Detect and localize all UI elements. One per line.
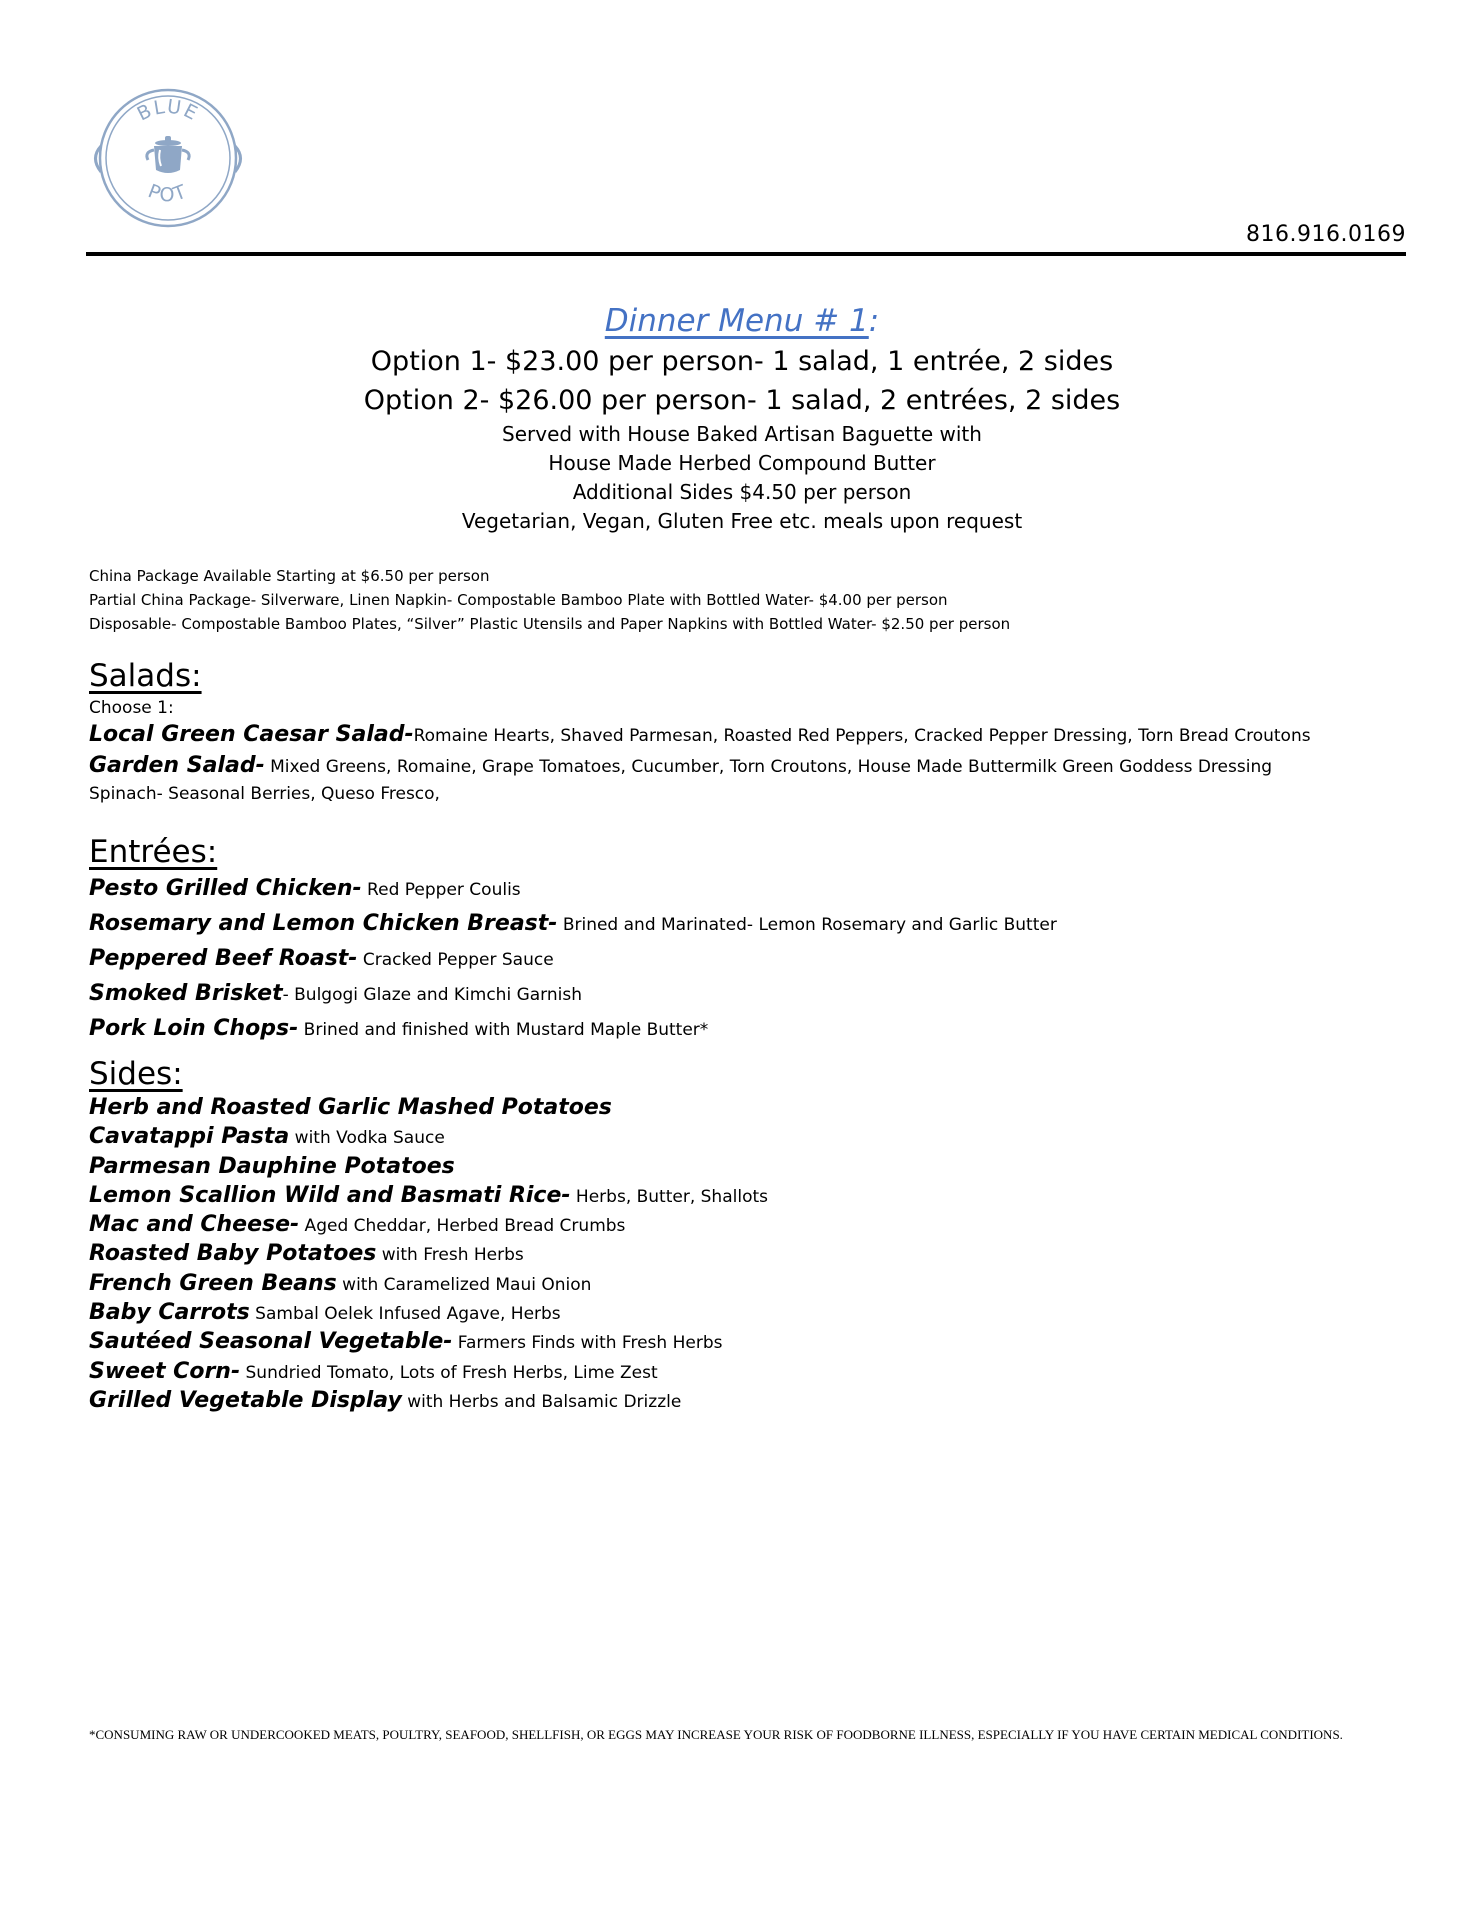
side-item [89,1358,768,1387]
sides-heading: Sides: [89,1056,183,1092]
pot-icon [88,86,248,232]
side-item [89,1299,768,1328]
entree-desc: - Bulgogi Glaze and Kimchi Garnish [282,985,582,1005]
entree-name: Smoked Brisket [89,981,283,1006]
entree-desc: Red Pepper Coulis [361,880,521,900]
side-name: Mac and Cheese- [89,1212,300,1238]
salad-name: Garden Salad- [89,753,265,778]
side-name: Sautéed Seasonal Vegetable- [89,1329,453,1355]
side-item [89,1270,768,1299]
side-item [89,1211,768,1240]
salads-section [89,656,1311,806]
entree-item [89,872,1057,907]
side-desc: with Fresh Herbs [376,1245,524,1266]
entree-name: Pork Loin Chops- [89,1016,299,1041]
svg-text:POT [145,180,191,206]
side-desc: Sundried Tomato, Lots of Fresh Herbs, Lime Zest [240,1362,658,1383]
entree-name: Rosemary and Lemon Chicken Breast- [89,911,558,936]
side-desc: with Herbs and Balsamic Drizzle [401,1391,682,1412]
entrees-section [89,832,1057,1047]
china-packages [89,564,1010,636]
entree-desc: Brined and Marinated- Lemon Rosemary and Garlic Butter [557,915,1057,935]
entree-item [89,977,1057,1012]
side-item [89,1387,768,1416]
salads-heading: Salads: [89,658,202,694]
served-line: Vegetarian, Vegan, Gluten Free etc. meals upon request [461,509,1023,533]
side-name: Cavatappi Pasta [89,1124,290,1150]
side-desc: with Vodka Sauce [289,1128,445,1149]
side-item [89,1240,768,1269]
side-item [89,1094,768,1123]
side-name: Baby Carrots [89,1300,250,1326]
entree-item [89,1012,1057,1047]
side-name: Grilled Vegetable Display [89,1387,402,1413]
side-name: Lemon Scallion Wild and Basmati Rice- [89,1182,571,1208]
side-name: Parmesan Dauphine Potatoes [89,1153,455,1179]
package-line: Partial China Package- Silverware, Linen Napkin- Compostable Bamboo Plate with Bottled Water- $4.00 per person [89,591,948,609]
option-2: Option 2- $26.00 per person- 1 salad, 2 entrées, 2 sides [363,385,1121,416]
entrees-heading: Entrées: [89,834,218,870]
entree-name: Pesto Grilled Chicken- [89,876,362,901]
served-line: Served with House Baked Artisan Baguette with [502,422,982,446]
phone-number: 816.916.0169 [1246,222,1406,247]
logo-text-top: BLUE [133,95,203,126]
option-1: Option 1- $23.00 per person- 1 salad, 1 entrée, 2 sides [370,346,1114,377]
served-line: House Made Herbed Compound Butter [548,451,936,475]
salad-item [89,751,1311,782]
blue-pot-logo [88,86,248,232]
side-item [89,1123,768,1152]
entree-desc: Brined and finished with Mustard Maple Butter* [298,1020,709,1040]
entree-name: Peppered Beef Roast- [89,946,358,971]
menu-header [0,300,1484,536]
menu-title [0,300,1484,342]
entree-item [89,942,1057,977]
side-item [89,1182,768,1211]
side-desc: Sambal Oelek Infused Agave, Herbs [249,1304,561,1325]
side-name: Sweet Corn- [89,1358,241,1384]
menu-title-colon: : [868,303,880,339]
menu-title-text: Dinner Menu # 1 [604,303,869,339]
side-name: Herb and Roasted Garlic Mashed Potatoes [89,1095,612,1120]
logo-text-bottom: POT [144,180,192,207]
header-divider [86,252,1406,256]
side-desc: with Caramelized Maui Onion [336,1274,592,1295]
salad-desc: Romaine Hearts, Shaved Parmesan, Roasted Red Peppers, Cracked Pepper Dressing, Torn Bread Croutons [413,726,1311,746]
package-line: Disposable- Compostable Bamboo Plates, “Silver” Plastic Utensils and Paper Napkins with Bottled Water- $2.50 per person [89,615,1011,633]
side-desc: Farmers Finds with Fresh Herbs [452,1333,723,1354]
served-line: Additional Sides $4.50 per person [572,480,912,504]
entree-desc: Cracked Pepper Sauce [357,950,554,970]
side-desc: Aged Cheddar, Herbed Bread Crumbs [299,1216,626,1237]
salad-name: Local Green Caesar Salad- [89,722,414,747]
package-line: China Package Available Starting at $6.50 per person [89,567,490,585]
side-desc: Herbs, Butter, Shallots [570,1186,768,1207]
salad-extra: Spinach- Seasonal Berries, Queso Fresco, [89,784,440,804]
svg-text:BLUE [134,95,203,125]
salads-choose: Choose 1: [89,698,174,718]
entree-item [89,907,1057,942]
food-safety-disclaimer: *CONSUMING RAW OR UNDERCOOKED MEATS, POULTRY, SEAFOOD, SHELLFISH, OR EGGS MAY INCREASE YOUR RISK OF FOODBORNE ILLNESS, ESPECIALLY IF YOU HAVE CERTAIN MEDICAL CONDITIONS. [89,1727,1343,1742]
salad-item [89,720,1311,751]
side-item [89,1328,768,1357]
salad-desc: Mixed Greens, Romaine, Grape Tomatoes, Cucumber, Torn Croutons, House Made Buttermilk Green Goddess Dressing [264,757,1273,777]
side-name: Roasted Baby Potatoes [89,1241,377,1267]
side-item [89,1153,768,1182]
side-name: French Green Beans [89,1270,337,1296]
sides-section [89,1054,768,1416]
